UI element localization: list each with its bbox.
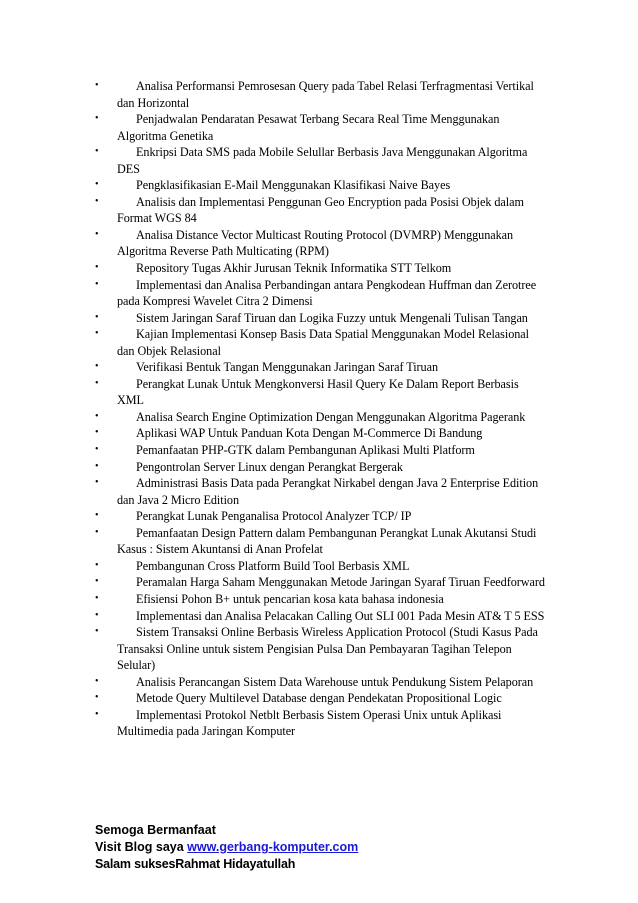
list-item (95, 359, 545, 376)
list-item (95, 591, 545, 608)
list-item (95, 144, 545, 177)
list-item (95, 475, 545, 508)
topic-list (95, 78, 545, 740)
list-item (95, 194, 545, 227)
bullet-icon: • (95, 146, 99, 158)
list-item-text: Administrasi Basis Data pada Perangkat Nirkabel dengan Java 2 Enterprise Edition dan Java 2 Micro Edition (117, 476, 539, 507)
bullet-icon: • (95, 195, 99, 207)
bullet-icon: • (95, 377, 99, 389)
bullet-icon: • (95, 262, 99, 274)
list-item (95, 425, 545, 442)
list-item (95, 624, 545, 674)
list-item (95, 574, 545, 591)
list-item-text: Penjadwalan Pendaratan Pesawat Terbang Secara Real Time Menggunakan Algoritma Genetika (117, 112, 500, 143)
bullet-icon: • (95, 692, 99, 704)
list-item (95, 558, 545, 575)
list-item-text: Perangkat Lunak Untuk Mengkonversi Hasil Query Ke Dalam Report Berbasis XML (117, 376, 519, 408)
bullet-icon: • (95, 510, 99, 522)
bullet-icon: • (95, 80, 99, 91)
list-item-text: Repository Tugas Akhir Jurusan Teknik Informatika STT Telkom (136, 261, 452, 276)
list-item (95, 608, 545, 625)
bullet-icon: • (95, 113, 99, 125)
list-item (95, 508, 545, 525)
list-item (95, 111, 545, 144)
bullet-icon: • (95, 526, 99, 538)
bullet-icon: • (95, 311, 99, 323)
list-item-text: Analisis dan Implementasi Penggunan Geo Encryption pada Posisi Objek dalam Format WGS 84 (117, 194, 524, 226)
list-item-text: Metode Query Multilevel Database dengan Pendekatan Propositional Logic (136, 691, 502, 706)
list-item-text: Kajian Implementasi Konsep Basis Data Spatial Menggunakan Model Relasional dan Objek Relasional (117, 327, 529, 358)
bullet-icon: • (95, 427, 99, 439)
list-item-text: Enkripsi Data SMS pada Mobile Selullar Berbasis Java Menggunakan Algoritma DES (117, 145, 528, 176)
list-item-text: Perangkat Lunak Penganalisa Protocol Analyzer TCP/ IP (136, 509, 412, 524)
visit-prefix: Visit Blog saya (95, 840, 188, 854)
signoff-text: Salam suksesRahmat Hidayatullah (95, 857, 296, 871)
list-item (95, 674, 545, 691)
bullet-icon: • (95, 592, 99, 604)
bullet-icon: • (95, 559, 99, 571)
list-item (95, 177, 545, 194)
list-item-text: Aplikasi WAP Untuk Panduan Kota Dengan M-Commerce Di Bandung (136, 426, 483, 441)
list-item (95, 409, 545, 426)
bullet-icon: • (95, 460, 99, 472)
list-item-text: Implementasi Protokol Netblt Berbasis Sistem Operasi Unix untuk Aplikasi Multimedia pada Jaringan Komputer (117, 707, 502, 739)
list-item-text: Analisa Performansi Pemrosesan Query pada Tabel Relasi Terfragmentasi Vertikal dan Horizontal (117, 79, 534, 110)
list-item-text: Pemanfaatan PHP-GTK dalam Pembangunan Aplikasi Multi Platform (136, 443, 475, 458)
bullet-icon: • (95, 626, 99, 638)
bullet-icon: • (95, 278, 99, 290)
bullet-icon: • (95, 609, 99, 621)
bullet-icon: • (95, 576, 99, 588)
bullet-icon: • (95, 675, 99, 687)
blog-link[interactable]: www.gerbang-komputer.com (187, 840, 359, 854)
list-item (95, 78, 545, 111)
list-item (95, 459, 545, 476)
bullet-icon: • (95, 708, 99, 720)
list-item-text: Sistem Transaksi Online Berbasis Wireless Application Protocol (Studi Kasus Pada Transaksi Online untuk sistem Pengisian Pulsa Dan Pembayaran Tagihan Telepon Selular) (117, 625, 538, 673)
list-item-text: Implementasi dan Analisa Pelacakan Calling Out SLI 001 Pada Mesin AT& T 5 ESS (136, 608, 545, 623)
list-item-text: Pembangunan Cross Platform Build Tool Berbasis XML (136, 558, 410, 573)
list-item-text: Pengontrolan Server Linux dengan Perangkat Bergerak (136, 459, 403, 474)
list-item-text: Efisiensi Pohon B+ untuk pencarian kosa kata bahasa indonesia (136, 591, 444, 606)
list-item-text: Analisis Perancangan Sistem Data Warehouse untuk Pendukung Sistem Pelaporan (136, 674, 534, 689)
bullet-icon: • (95, 477, 99, 489)
list-item-text: Pengklasifikasian E-Mail Menggunakan Klasifikasi Naive Bayes (136, 178, 451, 193)
list-item-text: Sistem Jaringan Saraf Tiruan dan Logika Fuzzy untuk Mengenali Tulisan Tangan (136, 310, 528, 325)
list-item (95, 260, 545, 277)
bullet-icon: • (95, 410, 99, 422)
bullet-icon: • (95, 361, 99, 373)
list-item (95, 310, 545, 327)
list-item (95, 277, 545, 310)
list-item (95, 690, 545, 707)
list-item (95, 376, 545, 409)
list-item-text: Implementasi dan Analisa Perbandingan antara Pengkodean Huffman dan Zerotree pada Kompresi Wavelet Citra 2 Dimensi (117, 277, 537, 309)
closing-text: Semoga Bermanfaat (95, 823, 216, 837)
list-item-text: Analisa Search Engine Optimization Dengan Menggunakan Algoritma Pagerank (136, 409, 526, 424)
list-item-text: Peramalan Harga Saham Menggunakan Metode Jaringan Syaraf Tiruan Feedforward (136, 575, 545, 590)
bullet-icon: • (95, 228, 99, 240)
bullet-icon: • (95, 179, 99, 191)
list-item (95, 442, 545, 459)
list-item (95, 707, 545, 740)
bullet-icon: • (95, 328, 99, 340)
bullet-icon: • (95, 444, 99, 456)
list-item (95, 227, 545, 260)
footer (95, 822, 575, 873)
list-item-text: Pemanfaatan Design Pattern dalam Pembangunan Perangkat Lunak Akutansi Studi Kasus : Sistem Akuntansi di Anan Profelat (117, 525, 537, 557)
list-item (95, 326, 545, 359)
list-item-text: Analisa Distance Vector Multicast Routing Protocol (DVMRP) Menggunakan Algoritma Reverse Path Multicating (RPM) (117, 227, 514, 259)
visit-line (95, 839, 575, 856)
list-item-text: Verifikasi Bentuk Tangan Menggunakan Jaringan Saraf Tiruan (136, 360, 438, 375)
list-item (95, 525, 545, 558)
